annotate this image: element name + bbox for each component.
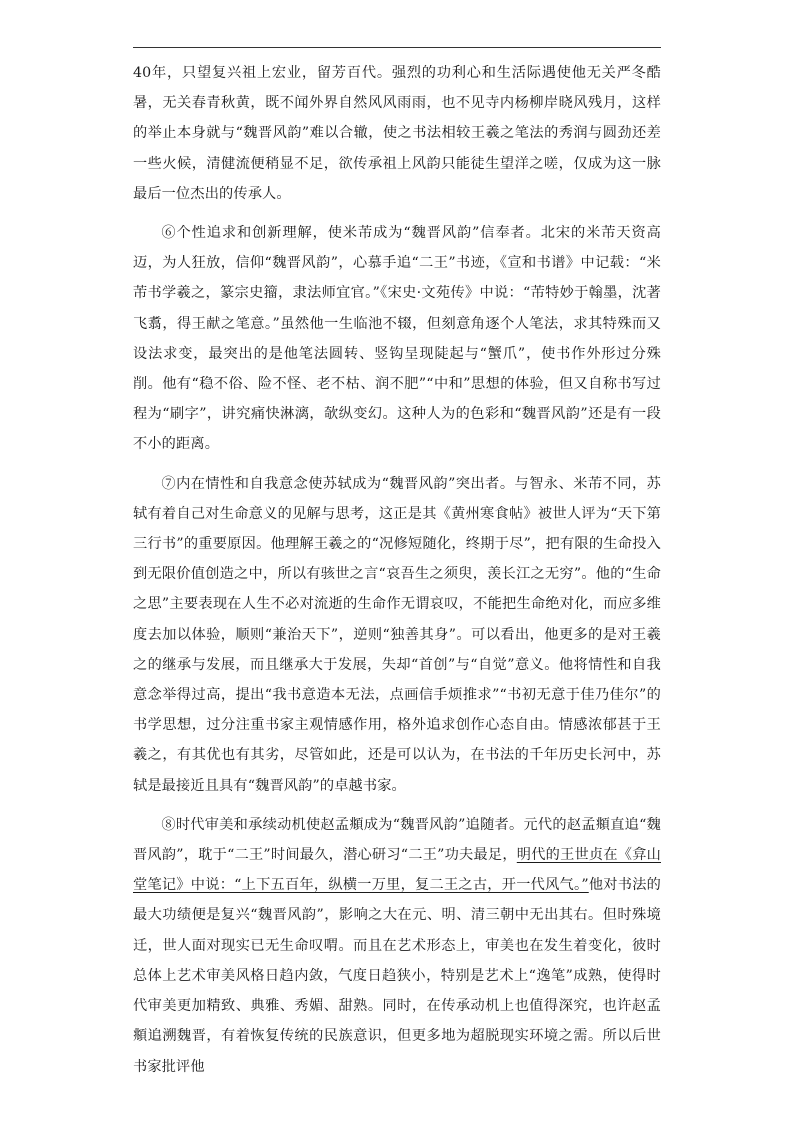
paragraph-8-rest: 他对书法的最大功绩便是复兴“魏晋风韵”，影响之大在元、明、清三朝中无出其右。但时殊境迁，世人面对现实已无生命叹喟。而且在艺术形态上，审美也在发生着变化，彼时总体上艺术审美风格日趋内敛，气度日趋狭小，特别是艺术上“逸笔”成熟，使得时代审美更加精致、典雅、秀媚、甜熟。同时，在传承动机上也值得深究，也许赵孟頫追溯魏晋，有着恢复传统的民族意识，但更多地为超脱现实环境之需。所以后世书家批评他 (133, 877, 661, 1075)
paragraph-7: ⑦内在情性和自我意念使苏轼成为“魏晋风韵”突出者。与智永、米芾不同，苏轼有着自己对生命意义的见解与思考，这正是其《黄州寒食帖》被世人评为“天下第三行书”的重要原因。他理解王羲之的“况修短随化，终期于尽”，把有限的生命投入到无限价值创造之中，所以有骇世之言“哀吾生之须臾，羡长江之无穷”。他的“生命之思”主要表现在人生不必对流逝的生命作无谓哀叹，不能把生命绝对化，而应多维度去加以体验，顺则“兼治天下”，逆则“独善其身”。可以看出，他更多的是对王羲之的继承与发展，而且继承大于发展，失却“首创”与“自觉”意义。他将情性和自我意念举得过高，提出“我书意造本无法，点画信手烦推求”“书初无意于佳乃佳尔”的书学思想，过分注重书家主观情感作用，格外追求创作心态自由。情感浓郁甚于王羲之，有其优也有其劣，尽管如此，还是可以认为，在书法的千年历史长河中，苏轼是最接近且具有“魏晋风韵”的卓越书家。 (133, 475, 661, 794)
paragraph-8 (133, 810, 661, 1082)
article-body (133, 58, 661, 1082)
header-rule (133, 47, 661, 48)
paragraph-5-continued: 40年，只望复兴祖上宏业，留芳百代。强烈的功利心和生活际遇使他无关严冬酷暑，无关春青秋黄，既不闻外界自然风风雨雨，也不见寺内杨柳岸晓风残月，这样的举止本身就与“魏晋风韵”难以合辙，使之书法相较王羲之笔法的秀润与圆劲还差一些火候，清健流便稍显不足，欲传承祖上风韵只能徒生望洋之嗟，仅成为这一脉最后一位杰出的传承人。 (133, 65, 661, 202)
paragraph-8-lead: ⑧时代审美和承续动机使赵孟頫成为“魏晋风韵”追随者。元代的赵孟頫直追“魏晋风韵”，耽于“二王”时间最久，潜心研习“二王”功夫最足， (133, 816, 661, 864)
paragraph-6: ⑥个性追求和创新理解，使米芾成为“魏晋风韵”信奉者。北宋的米芾天资高迈，为人狂放，信仰“魏晋风韵”，心慕手追“二王”书迹，《宣和书谱》中记载：“米芾书学羲之，篆宗史籀，隶法师宜官。”《宋史·文苑传》中说：“芾特妙于翰墨，沈著飞翥，得王献之笔意。”虽然他一生临池不辍，但刻意角逐个人笔法，求其特殊而又设法求变，最突出的是他笔法圆转、竖钩呈现陡起与“蟹爪”，使书作外形过分殊削。他有“稳不俗、险不怪、老不枯、润不肥”“中和”思想的体验，但又自称书写过程为“刷字”，讲究痛快淋漓，欹纵变幻。这种人为的色彩和“魏晋风韵”还是有一段不小的距离。 (133, 225, 661, 453)
underlined-quotation: 明代的王世贞在《弇山堂笔记》中说：“上下五百年，纵横一万里，复二王之古，开一代风气。” (133, 847, 661, 894)
